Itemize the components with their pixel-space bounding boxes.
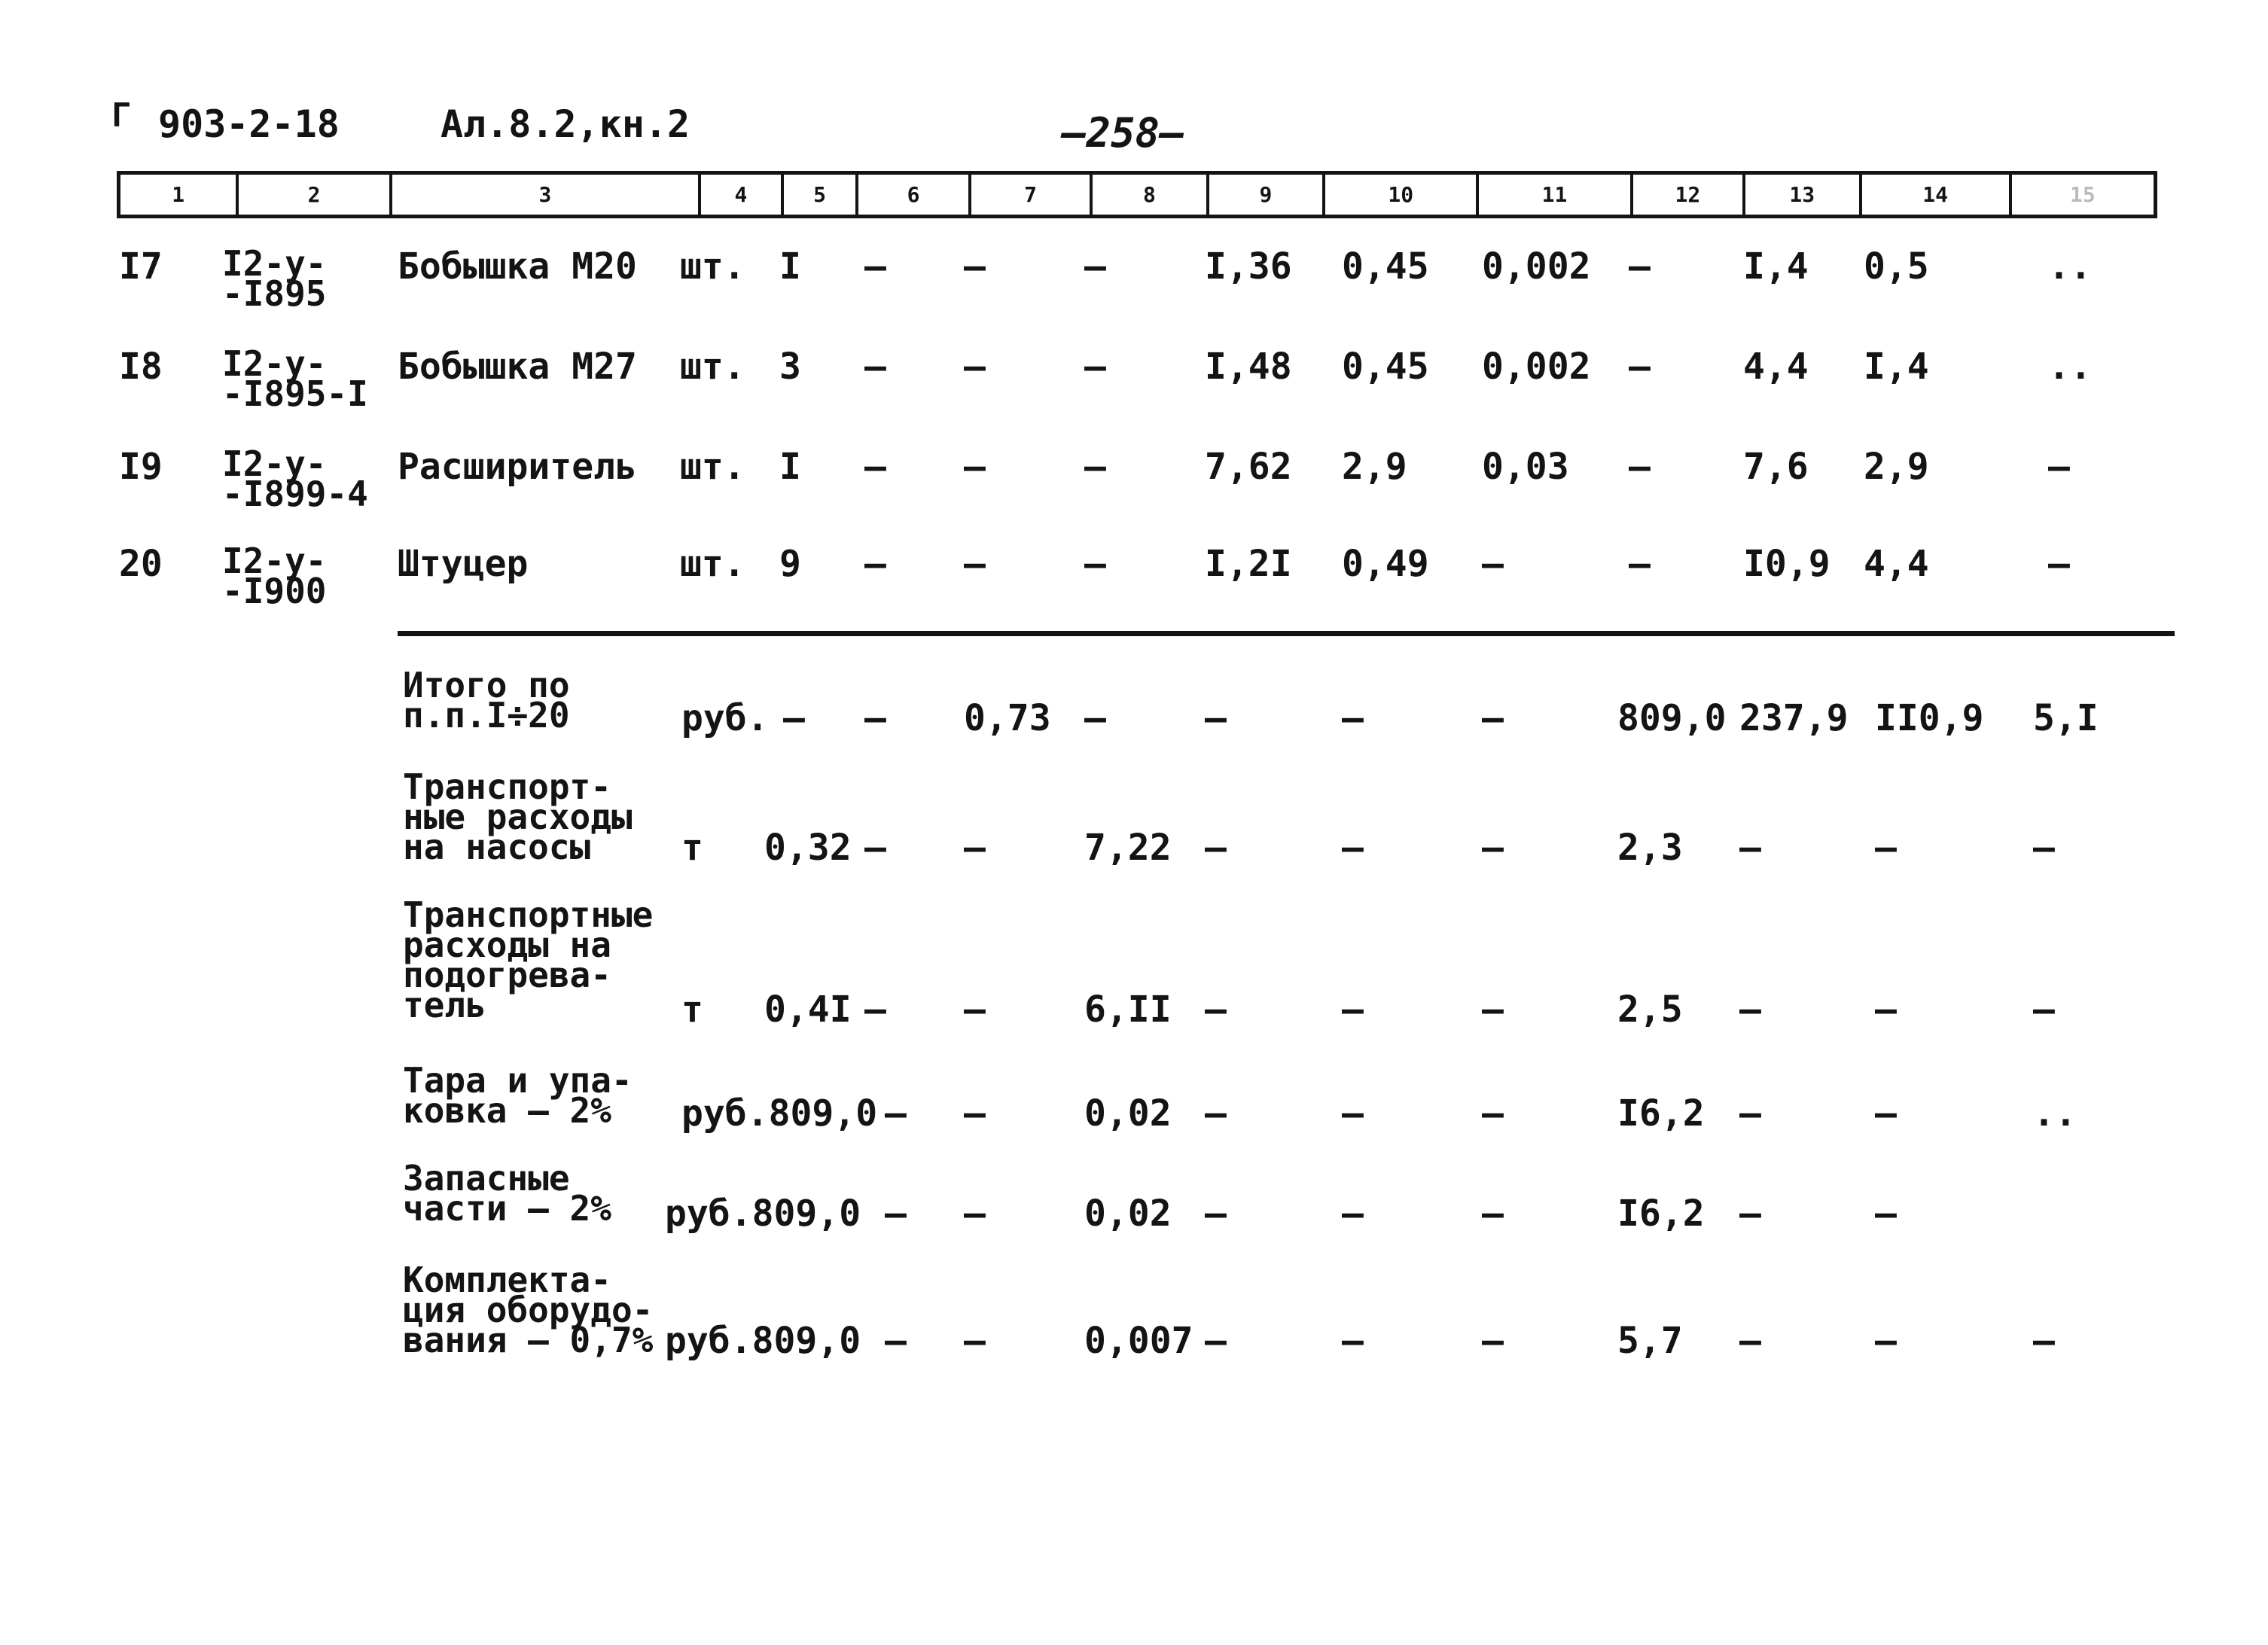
item-col-6: – bbox=[864, 346, 886, 388]
total-col-9: – bbox=[1205, 827, 1227, 869]
total-col-6: – bbox=[885, 1092, 907, 1135]
total-col-11: – bbox=[1482, 1193, 1504, 1235]
total-col-13: – bbox=[1739, 827, 1761, 869]
total-label: Запасные части – 2% bbox=[403, 1158, 611, 1229]
item-col-9: I,36 bbox=[1205, 245, 1292, 288]
total-col-12: 5,7 bbox=[1617, 1320, 1683, 1362]
item-col-8: – bbox=[1084, 245, 1106, 288]
project-number: 903-2-18 bbox=[158, 102, 340, 146]
total-col-7: – bbox=[964, 1193, 986, 1235]
item-unit: шт. bbox=[680, 346, 745, 388]
total-col-9: – bbox=[1205, 697, 1227, 739]
total-col-11: – bbox=[1482, 827, 1504, 869]
total-col-13: 237,9 bbox=[1739, 697, 1849, 739]
total-label: Комплекта- ция оборудо- вания – 0,7% bbox=[403, 1260, 654, 1360]
total-quantity: – bbox=[783, 697, 805, 739]
total-col-9: – bbox=[1205, 989, 1227, 1031]
total-col-8: 0,02 bbox=[1084, 1092, 1172, 1135]
total-unit: т bbox=[681, 989, 703, 1031]
item-unit: шт. bbox=[680, 245, 745, 288]
total-quantity: 0,4I bbox=[764, 989, 852, 1031]
total-col-14: – bbox=[1875, 1092, 1897, 1135]
total-col-14: II0,9 bbox=[1875, 697, 1984, 739]
item-number: 20 bbox=[119, 543, 163, 585]
item-unit: шт. bbox=[680, 543, 745, 585]
item-col-9: I,2I bbox=[1205, 543, 1292, 585]
total-col-6: – bbox=[864, 697, 886, 739]
item-col-10: 0,49 bbox=[1342, 543, 1429, 585]
total-unit: руб.809,0 bbox=[681, 1092, 878, 1135]
item-col-14: 4,4 bbox=[1864, 543, 1929, 585]
item-col-9: 7,62 bbox=[1205, 446, 1292, 488]
item-name: Бобышка М20 bbox=[398, 245, 637, 288]
column-number-4: 4 bbox=[701, 175, 784, 215]
item-col-8: – bbox=[1084, 346, 1106, 388]
column-number-2: 2 bbox=[239, 175, 392, 215]
total-col-7: – bbox=[964, 989, 986, 1031]
total-unit: руб.809,0 bbox=[665, 1193, 861, 1235]
total-label: Тара и упа- ковка – 2% bbox=[403, 1060, 633, 1131]
total-label: Транспортные расходы на подогрева- тель bbox=[403, 894, 654, 1025]
total-col-7: – bbox=[964, 827, 986, 869]
item-code: I2-у- -I895-I bbox=[222, 343, 368, 414]
total-col-9: – bbox=[1205, 1193, 1227, 1235]
total-col-11: – bbox=[1482, 989, 1504, 1031]
column-number-11: 11 bbox=[1479, 175, 1632, 215]
corner-mark: Γ bbox=[111, 96, 132, 135]
item-name: Штуцер bbox=[398, 543, 529, 585]
total-col-10: – bbox=[1342, 1092, 1364, 1135]
total-col-13: – bbox=[1739, 1092, 1761, 1135]
total-col-14: – bbox=[1875, 989, 1897, 1031]
total-col-6: – bbox=[885, 1320, 907, 1362]
column-number-14: 14 bbox=[1862, 175, 2012, 215]
total-col-14: – bbox=[1875, 1193, 1897, 1235]
total-col-14: – bbox=[1875, 1320, 1897, 1362]
column-number-10: 10 bbox=[1325, 175, 1479, 215]
item-col-14: 2,9 bbox=[1864, 446, 1929, 488]
item-col-7: – bbox=[964, 346, 986, 388]
item-col-6: – bbox=[864, 245, 886, 288]
total-col-10: – bbox=[1342, 827, 1364, 869]
total-col-9: – bbox=[1205, 1092, 1227, 1135]
item-col-11: – bbox=[1482, 543, 1504, 585]
total-col-8: 0,007 bbox=[1084, 1320, 1193, 1362]
total-col-12: 809,0 bbox=[1617, 697, 1727, 739]
item-col-7: – bbox=[964, 245, 986, 288]
total-unit: руб. bbox=[681, 697, 769, 739]
total-label: Транспорт- ные расходы на насосы bbox=[403, 766, 633, 867]
total-col-6: – bbox=[864, 989, 886, 1031]
column-number-15: 15 bbox=[2070, 182, 2096, 207]
column-number-12: 12 bbox=[1633, 175, 1745, 215]
column-number-1: 1 bbox=[120, 175, 239, 215]
total-col-7: – bbox=[964, 1092, 986, 1135]
total-col-13: – bbox=[1739, 989, 1761, 1031]
item-col-10: 0,45 bbox=[1342, 346, 1429, 388]
item-code: I2-у- -I899-4 bbox=[222, 443, 368, 514]
total-col-12: I6,2 bbox=[1617, 1193, 1705, 1235]
total-col-13: – bbox=[1739, 1320, 1761, 1362]
column-number-bar bbox=[117, 171, 2157, 218]
total-col-8: 0,02 bbox=[1084, 1193, 1172, 1235]
total-col-15: .. bbox=[2033, 1092, 2077, 1135]
album-reference: Ал.8.2,кн.2 bbox=[440, 102, 690, 146]
item-unit: шт. bbox=[680, 446, 745, 488]
item-col-14: 0,5 bbox=[1864, 245, 1929, 288]
column-number-5: 5 bbox=[784, 175, 859, 215]
item-quantity: 9 bbox=[779, 543, 801, 585]
column-number-9: 9 bbox=[1209, 175, 1325, 215]
item-quantity: I bbox=[779, 446, 801, 488]
item-col-12: – bbox=[1629, 446, 1651, 488]
total-label: Итого по п.п.I÷20 bbox=[403, 665, 570, 736]
total-col-8: 6,II bbox=[1084, 989, 1172, 1031]
item-col-15: .. bbox=[2048, 245, 2092, 288]
item-col-15: – bbox=[2048, 543, 2070, 585]
total-col-11: – bbox=[1482, 697, 1504, 739]
total-col-7: – bbox=[964, 1320, 986, 1362]
total-unit: руб.809,0 bbox=[665, 1320, 861, 1362]
total-col-10: – bbox=[1342, 989, 1364, 1031]
item-col-14: I,4 bbox=[1864, 346, 1929, 388]
item-name: Бобышка М27 bbox=[398, 346, 637, 388]
column-number-13: 13 bbox=[1745, 175, 1861, 215]
total-col-15: – bbox=[2033, 1320, 2055, 1362]
total-col-8: 7,22 bbox=[1084, 827, 1172, 869]
total-col-11: – bbox=[1482, 1320, 1504, 1362]
total-col-7: 0,73 bbox=[964, 697, 1051, 739]
item-col-15: .. bbox=[2048, 346, 2092, 388]
item-number: I9 bbox=[119, 446, 163, 488]
total-unit: т bbox=[681, 827, 703, 869]
column-number-8: 8 bbox=[1093, 175, 1209, 215]
page-number: —258— bbox=[1062, 109, 1184, 157]
item-col-6: – bbox=[864, 543, 886, 585]
item-col-9: I,48 bbox=[1205, 346, 1292, 388]
item-col-11: 0,002 bbox=[1482, 245, 1591, 288]
item-col-13: 7,6 bbox=[1743, 446, 1809, 488]
item-col-11: 0,002 bbox=[1482, 346, 1591, 388]
total-col-9: – bbox=[1205, 1320, 1227, 1362]
item-quantity: 3 bbox=[779, 346, 801, 388]
item-col-13: I0,9 bbox=[1743, 543, 1831, 585]
total-col-15: 5,I bbox=[2033, 697, 2099, 739]
item-col-15: – bbox=[2048, 446, 2070, 488]
total-col-13: – bbox=[1739, 1193, 1761, 1235]
item-col-12: – bbox=[1629, 245, 1651, 288]
item-number: I7 bbox=[119, 245, 163, 288]
total-col-10: – bbox=[1342, 697, 1364, 739]
item-col-13: 4,4 bbox=[1743, 346, 1809, 388]
total-quantity: 0,32 bbox=[764, 827, 852, 869]
total-col-15: – bbox=[2033, 827, 2055, 869]
total-col-14: – bbox=[1875, 827, 1897, 869]
item-col-11: 0,03 bbox=[1482, 446, 1569, 488]
item-name: Расширитель bbox=[398, 446, 637, 488]
total-col-15: – bbox=[2033, 989, 2055, 1031]
total-col-8: – bbox=[1084, 697, 1106, 739]
total-col-6: – bbox=[864, 827, 886, 869]
item-code: I2-у- -I895 bbox=[222, 243, 327, 314]
item-col-8: – bbox=[1084, 543, 1106, 585]
total-col-10: – bbox=[1342, 1193, 1364, 1235]
total-col-12: I6,2 bbox=[1617, 1092, 1705, 1135]
item-col-10: 0,45 bbox=[1342, 245, 1429, 288]
total-col-11: – bbox=[1482, 1092, 1504, 1135]
item-col-7: – bbox=[964, 543, 986, 585]
total-col-12: 2,3 bbox=[1617, 827, 1683, 869]
item-col-13: I,4 bbox=[1743, 245, 1809, 288]
item-col-6: – bbox=[864, 446, 886, 488]
column-number-7: 7 bbox=[971, 175, 1093, 215]
total-col-10: – bbox=[1342, 1320, 1364, 1362]
item-col-12: – bbox=[1629, 346, 1651, 388]
item-col-10: 2,9 bbox=[1342, 446, 1407, 488]
item-col-7: – bbox=[964, 446, 986, 488]
item-quantity: I bbox=[779, 245, 801, 288]
column-number-3: 3 bbox=[392, 175, 701, 215]
item-col-8: – bbox=[1084, 446, 1106, 488]
total-col-6: – bbox=[885, 1193, 907, 1235]
column-number-6: 6 bbox=[858, 175, 971, 215]
item-col-12: – bbox=[1629, 543, 1651, 585]
item-code: I2-у- -I900 bbox=[222, 541, 327, 611]
item-number: I8 bbox=[119, 346, 163, 388]
totals-separator bbox=[398, 631, 2175, 636]
total-col-12: 2,5 bbox=[1617, 989, 1683, 1031]
